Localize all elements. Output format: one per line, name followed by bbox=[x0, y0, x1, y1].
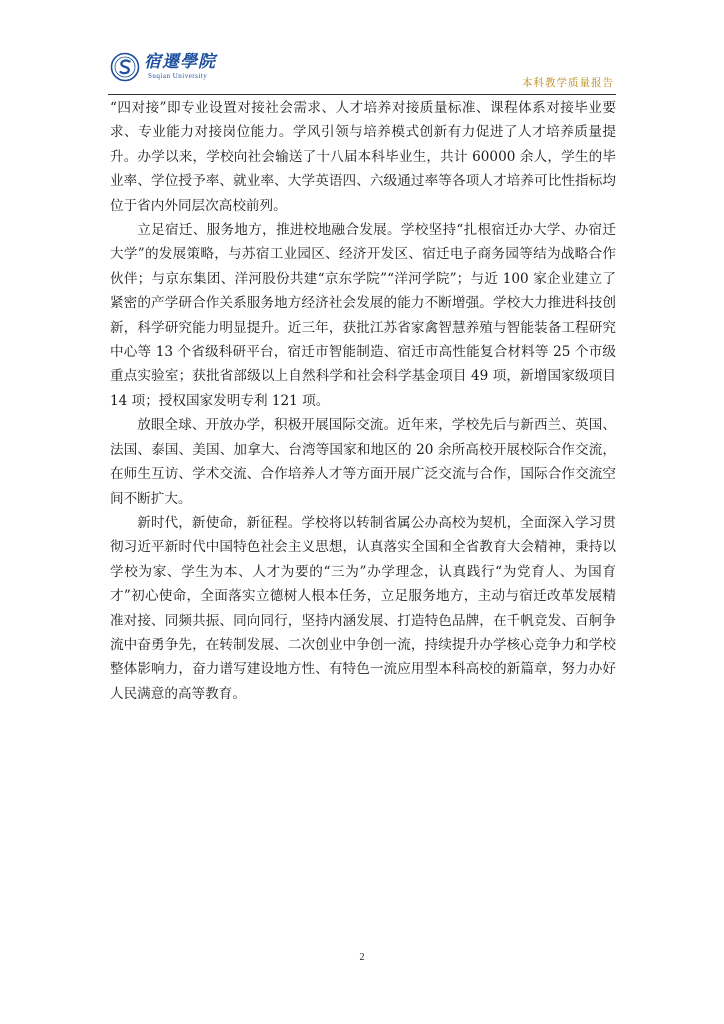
paragraph-4: 新时代，新使命，新征程。学校将以转制省属公办高校为契机，全面深入学习贯彻习近平新时代中国特色社会主义思想，认真落实全国和全省教育大会精神，秉持以学校为家、学生为本、人才为要的“三为”办学理念，认真践行“为党育人、为国育才”初心使命，全面落实立德树人根本任务，立足服务地方，主动与宿迁改革发展精准对接、同频共振、同向同行，坚持内涵发展、打造特色品牌，在千帆竞发、百舸争流中奋勇争先，在转制发展、二次创业中争创一流，持续提升办学核心竞争力和学校整体影响力，奋力谱写建设地方性、有特色一流应用型本科高校的新篇章，努力办好人民满意的高等教育。 bbox=[110, 514, 616, 702]
paragraph-1: “四对接”即专业设置对接社会需求、人才培养对接质量标准、课程体系对接毕业要求、专业能力对接岗位能力。学风引领与培养模式创新有力促进了人才培养质量提升。办学以来，学校向社会输送了十八届本科毕业生，共计 60000 余人，学生的毕业率、学位授予率、就业率、大学英语四、六级通过率等各项人才培养可比性指标均位于省内外同层次高校前列。 bbox=[110, 100, 616, 214]
logo-english-name: Suqian University bbox=[148, 72, 208, 80]
university-logo bbox=[110, 52, 216, 82]
paragraph-2: 立足宿迁、服务地方，推进校地融合发展。学校坚持“扎根宿迁办大学、办宿迁大学”的发展策略，与苏宿工业园区、经济开发区、宿迁电子商务园等结为战略合作伙伴；与京东集团、洋河股份共建“京东学院”“洋河学院”；与近 100 家企业建立了紧密的产学研合作关系服务地方经济社会发展的能力不断增强。学校大力推进科技创新，科学研究能力明显提升。近三年，获批江苏省家禽智慧养殖与智能装备工程研究中心等 13 个省级科研平台，宿迁市智能制造、宿迁市高性能复合材料等 25 个市级重点实验室；获批省部级以上自然科学和社会科学基金项目 49 项，新增国家级项目 14 项；授权国家发明专利 121 项。 bbox=[110, 222, 616, 409]
page-number: 2 bbox=[359, 952, 365, 963]
paragraph-3: 放眼全球、开放办学，积极开展国际交流。近年来，学校先后与新西兰、英国、法国、泰国、美国、加拿大、台湾等国家和地区的 20 余所高校开展校际合作交流，在师生互访、学术交流、合作培养人才等方面开展广泛交流与合作，国际合作交流空间不断扩大。 bbox=[110, 417, 616, 507]
body-text bbox=[110, 96, 616, 706]
page-header bbox=[108, 50, 616, 95]
university-seal-icon bbox=[110, 52, 140, 82]
report-title: 本科教学质量报告 bbox=[522, 77, 614, 89]
logo-chinese-name: 宿遷學院 bbox=[144, 52, 216, 72]
